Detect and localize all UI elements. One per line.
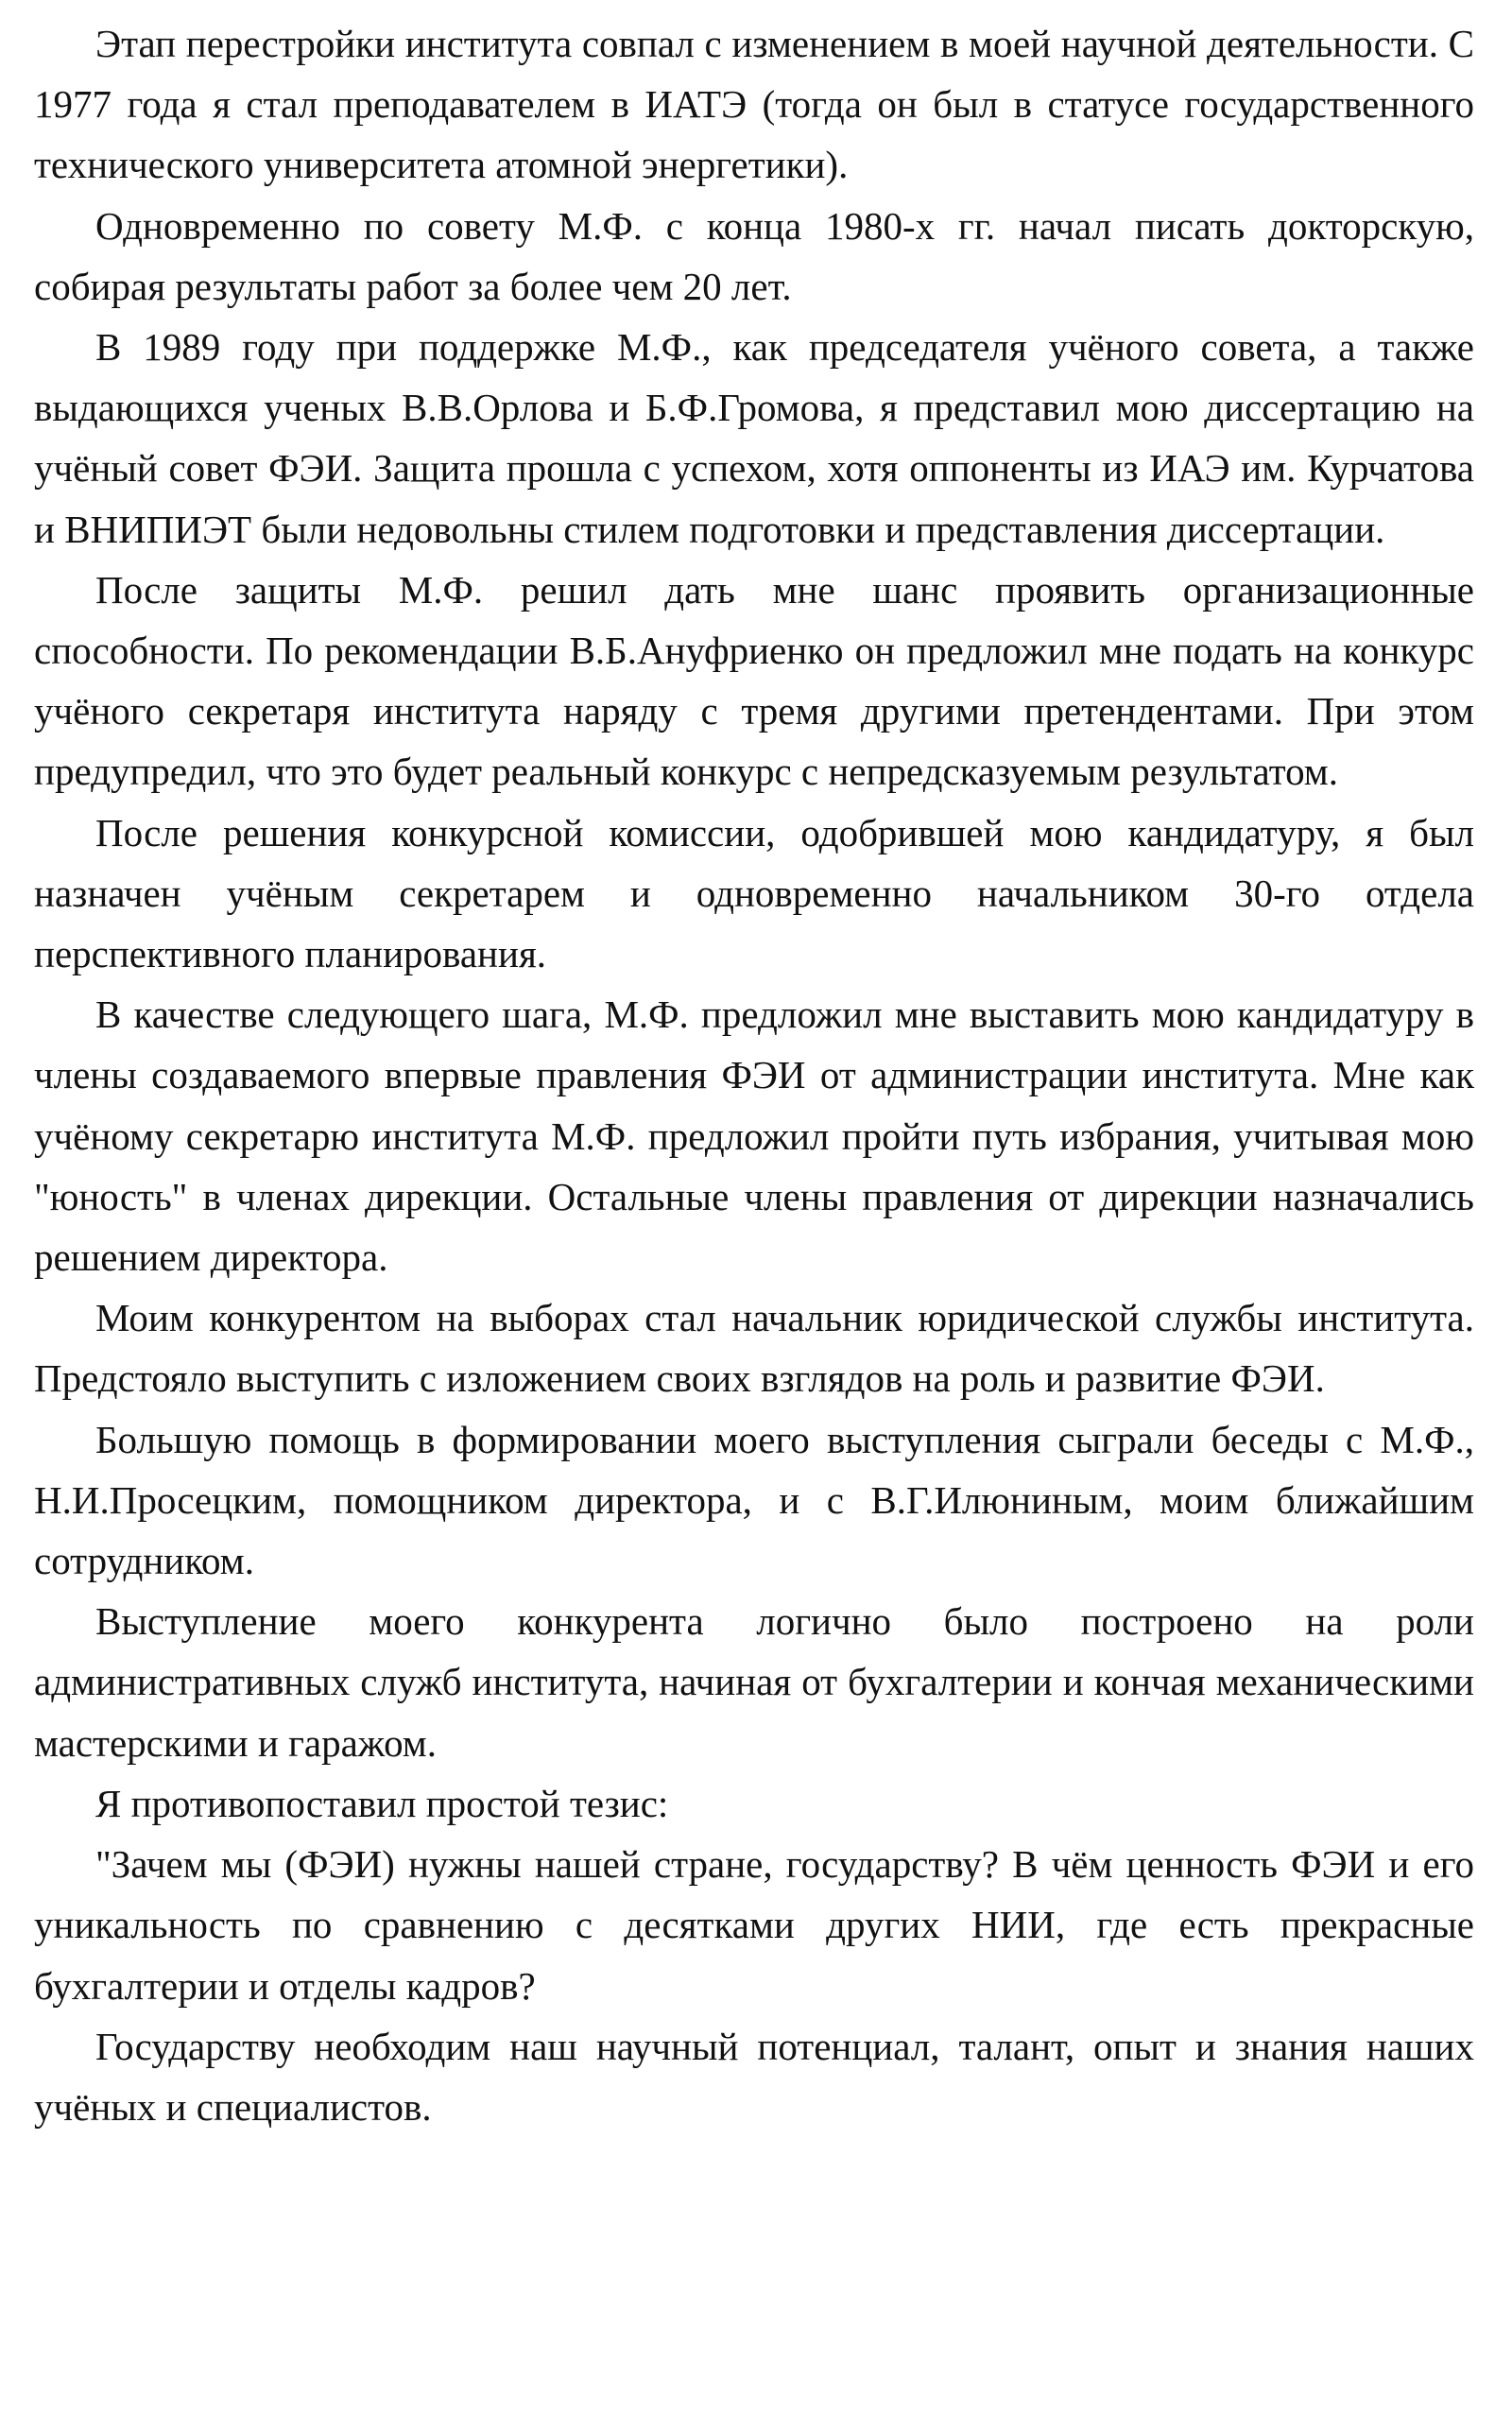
paragraph-12: Государству необходим наш научный потенциал, талант, опыт и знания наших учёных и специалистов. bbox=[34, 2024, 1474, 2129]
paragraph-1: Этап перестройки института совпал с изменением в моей научной деятельности. С 1977 года я стал преподавателем в ИАТЭ (тогда он был в статусе государственного технического университета атомной энергетики). bbox=[34, 22, 1474, 187]
paragraph-5: После решения конкурсной комиссии, одобрившей мою кандидатуру, я был назначен учёным секретарем и одновременно начальником 30-го отдела перспективного планирования. bbox=[34, 810, 1474, 976]
paragraph-6: В качестве следующего шага, М.Ф. предложил мне выставить мою кандидатуру в члены создаваемого впервые правления ФЭИ от администрации института. Мне как учёному секретарю института М.Ф. предложил пройти путь избрания, учитывая мою "юность" в членах дирекции. Остальные члены правления от дирекции назначались решением директора. bbox=[34, 992, 1474, 1280]
paragraph-10: Я противопоставил простой тезис: bbox=[95, 1781, 669, 1825]
paragraph-3: В 1989 году при поддержке М.Ф., как председателя учёного совета, а также выдающихся ученых В.В.Орлова и Б.Ф.Громова, я представил мою диссертацию на учёный совет ФЭИ. Защита прошла с успехом, хотя оппоненты из ИАЭ им. Курчатова и ВНИПИЭТ были недовольны стилем подготовки и представления диссертации. bbox=[34, 325, 1474, 551]
paragraph-11: "Зачем мы (ФЭИ) нужны нашей стране, государству? В чём ценность ФЭИ и его уникальность по сравнению с десятками других НИИ, где есть прекрасные бухгалтерии и отделы кадров? bbox=[34, 1842, 1474, 2008]
paragraph-9: Выступление моего конкурента логично было построено на роли административных служб института, начиная от бухгалтерии и кончая механическими мастерскими и гаражом. bbox=[34, 1599, 1474, 1765]
paragraph-7: Моим конкурентом на выборах стал начальник юридической службы института. Предстояло выступить с изложением своих взглядов на роль и развитие ФЭИ. bbox=[34, 1296, 1474, 1401]
document-page bbox=[34, 13, 1474, 2137]
paragraph-4: После защиты М.Ф. решил дать мне шанс проявить организационные способности. По рекомендации В.Б.Ануфриенко он предложил мне подать на конкурс учёного секретаря института наряду с тремя другими претендентами. При этом предупредил, что это будет реальный конкурс с непредсказуемым результатом. bbox=[34, 567, 1474, 794]
paragraph-2: Одновременно по совету М.Ф. с конца 1980-х гг. начал писать докторскую, собирая результаты работ за более чем 20 лет. bbox=[34, 203, 1474, 308]
paragraph-8: Большую помощь в формировании моего выступления сыграли беседы с М.Ф., Н.И.Просецким, помощником директора, и с В.Г.Илюниным, моим ближайшим сотрудником. bbox=[34, 1417, 1474, 1583]
